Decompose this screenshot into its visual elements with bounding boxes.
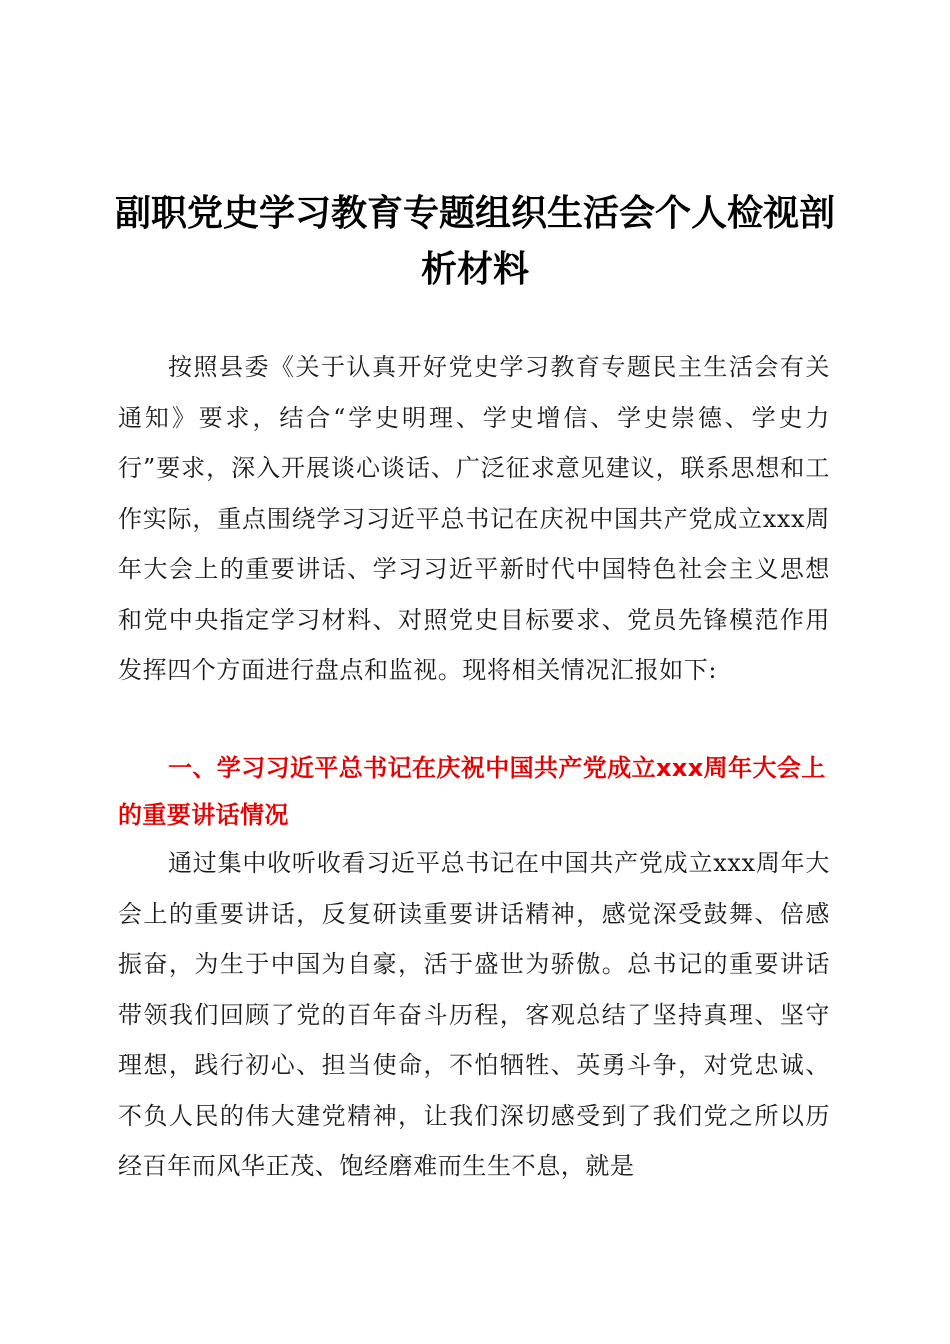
section-1-paragraph: 通过集中收听收看习近平总书记在中国共产党成立xxx周年大会上的重要讲话，反复研读重要讲话精神，感觉深受鼓舞、倍感振奋，为生于中国为自豪，活于盛世为骄傲。总书记的重要讲话带领我们回顾了党的百年奋斗历程，客观总结了坚持真理、坚守理想，践行初心、担当使命，不怕牺牲、英勇斗争，对党忠诚、不负人民的伟大建党精神，让我们深切感受到了我们党之所以历经百年而风华正茂、饱经磨难而生生不息，就是 [118,849,830,1180]
document-title: 副职党史学习教育专题组织生活会个人检视剖析材料 [114,192,835,290]
section-heading-1: 一、学习习近平总书记在庆祝中国共产党成立xxx周年大会上的重要讲话情况 [118,754,826,829]
intro-paragraph: 按照县委《关于认真开好党史学习教育专题民主生活会有关通知》要求，结合“学史明理、学史增信、学史崇德、学史力行”要求，深入开展谈心谈话、广泛征求意见建议，联系思想和工作实际，重点围绕学习习近平总书记在庆祝中国共产党成立xxx周年大会上的重要讲话、学习习近平新时代中国特色社会主义思想和党中央指定学习材料、对照党史目标要求、党员先锋模范作用发挥四个方面进行盘点和监视。现将相关情况汇报如下: [118,353,830,684]
